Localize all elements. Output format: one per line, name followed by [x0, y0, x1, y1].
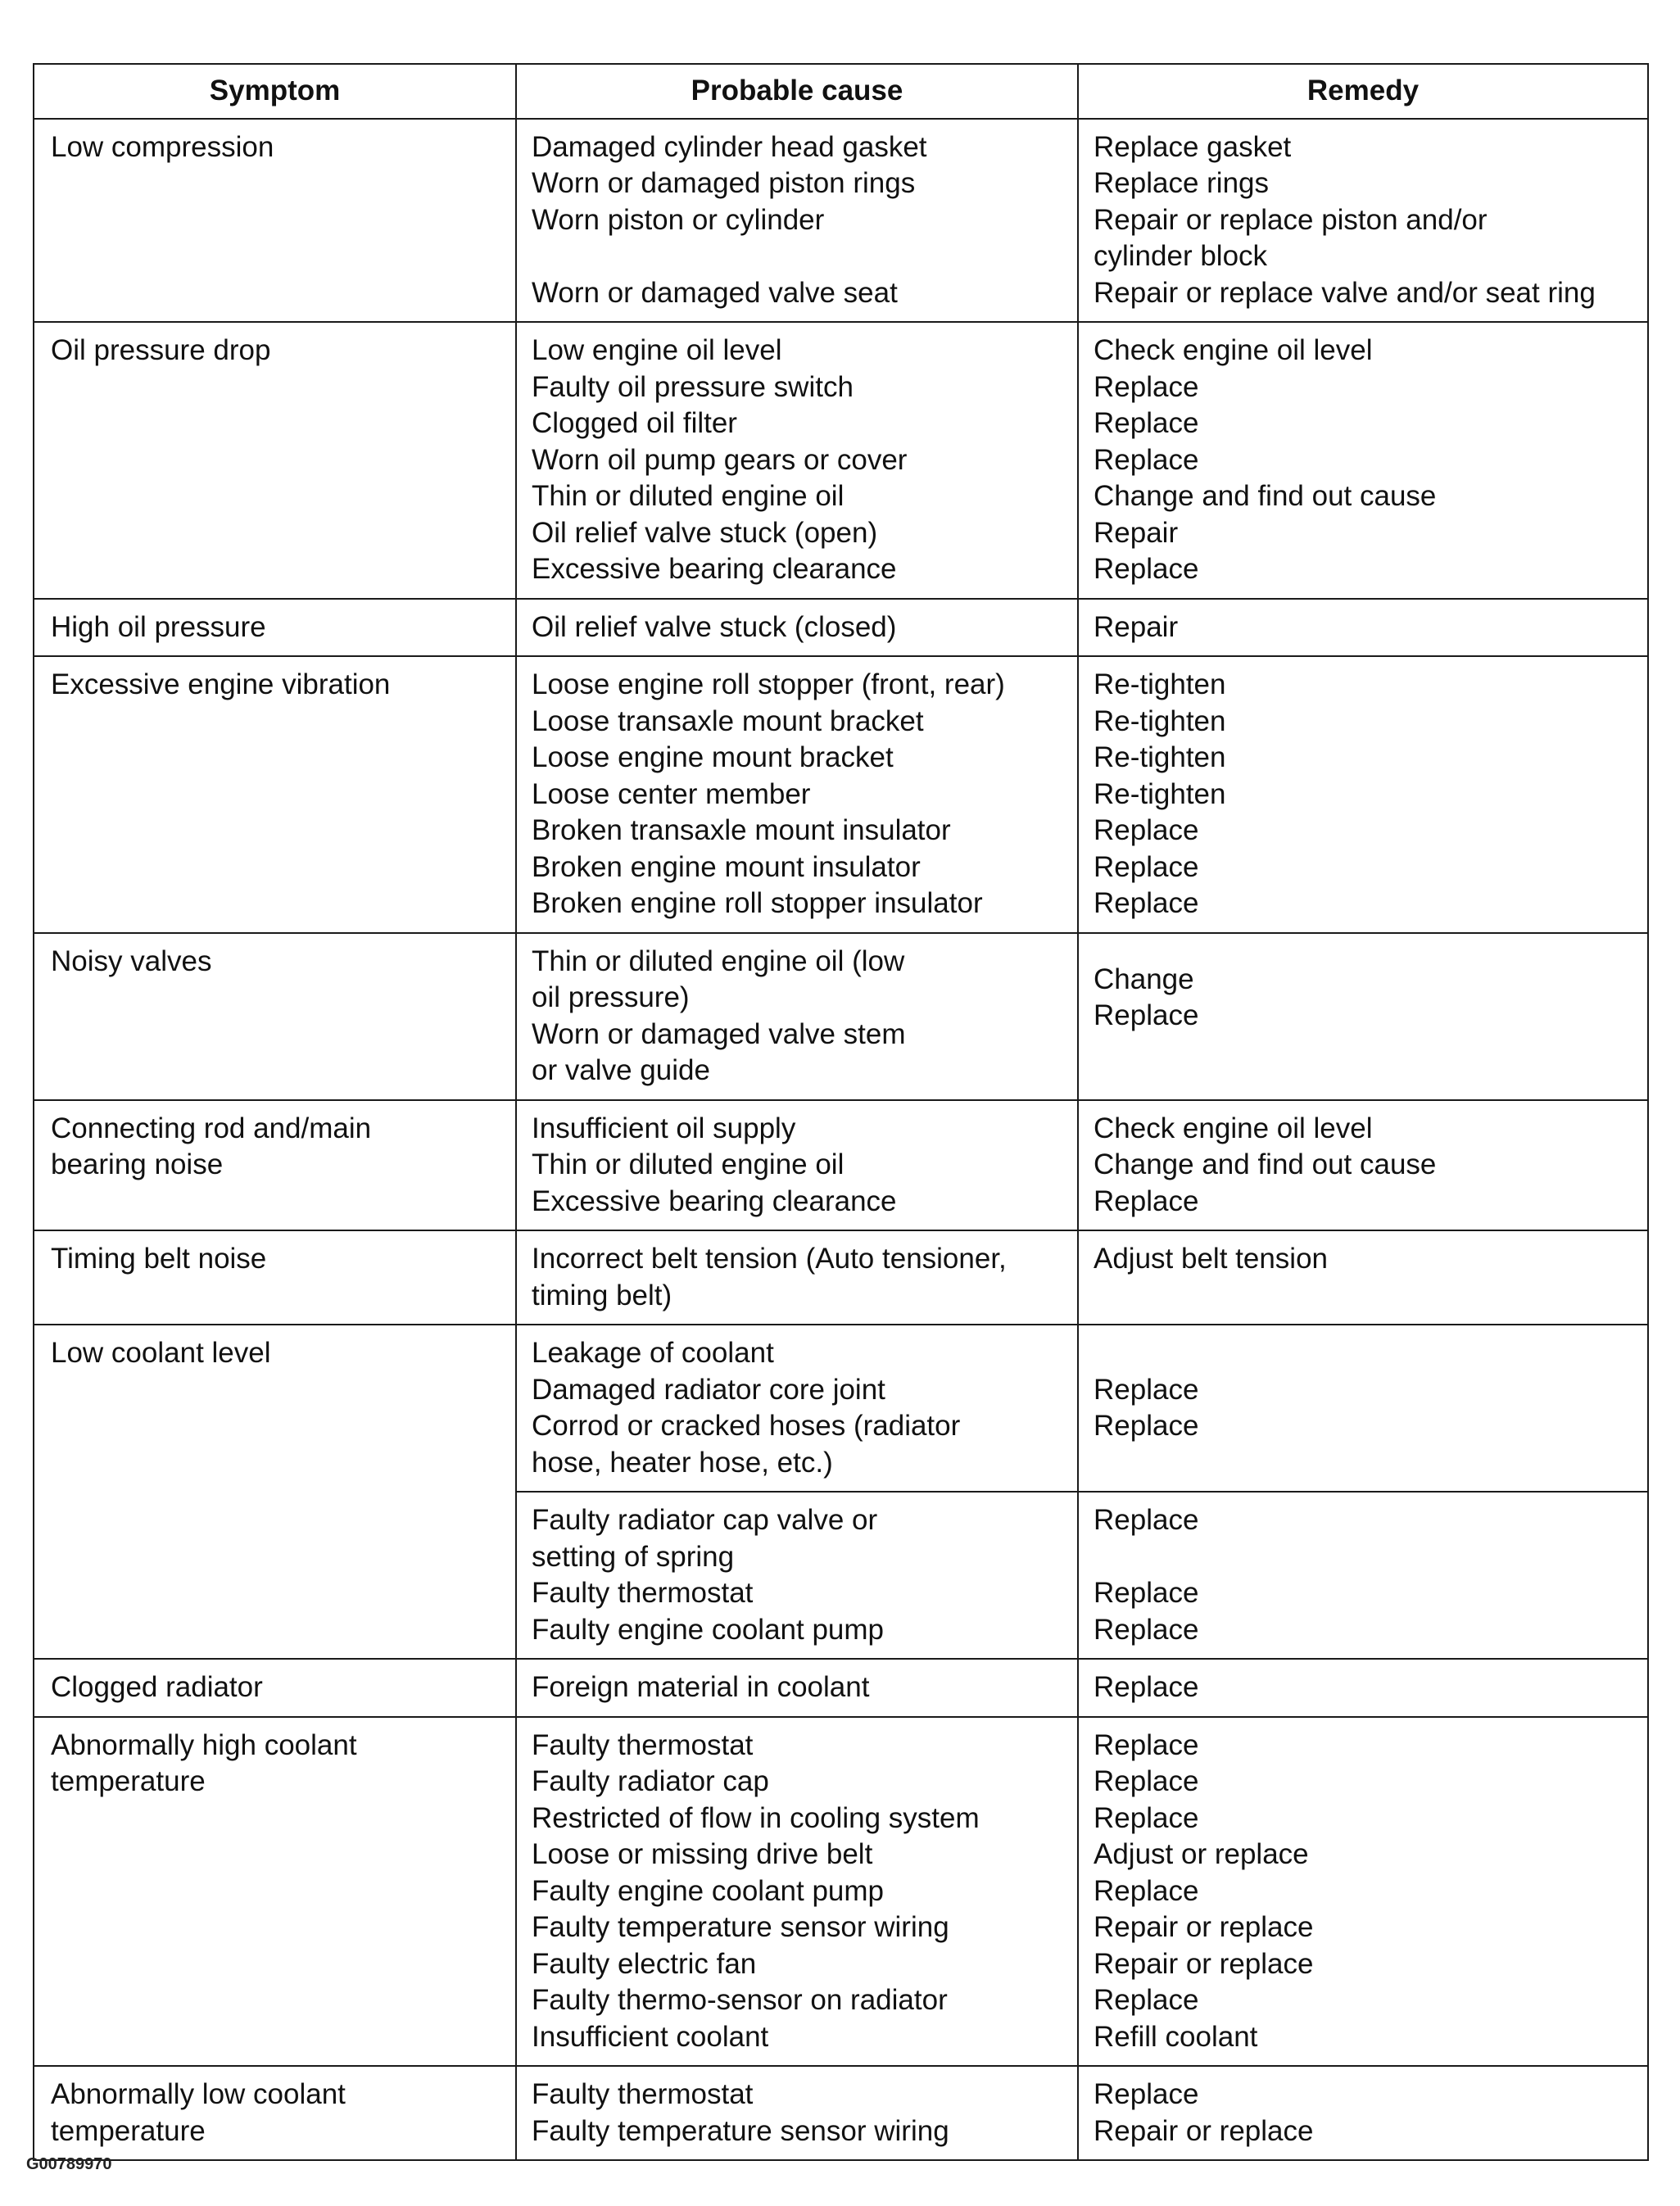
symptom-cell	[34, 1717, 516, 2067]
remedy-cell-line: Re-tighten	[1094, 777, 1226, 810]
cause-cell	[516, 1717, 1078, 2067]
cause-cell-line: Loose engine mount bracket	[532, 741, 894, 773]
remedy-cell-line: Change and find out cause	[1094, 1148, 1437, 1180]
remedy-cell-line: Replace gasket	[1094, 130, 1292, 163]
cause-cell-line: Restricted of flow in cooling system	[532, 1801, 980, 1834]
remedy-cell	[1078, 599, 1648, 657]
symptom-cell-line: Clogged radiator	[51, 1671, 263, 1703]
cause-cell-line: Worn piston or cylinder	[532, 203, 825, 236]
figure-id: G00789970	[26, 2155, 112, 2173]
cause-cell-line: Worn or damaged piston rings	[532, 167, 916, 199]
table-row	[34, 1325, 1648, 1492]
symptom-cell-line: Abnormally high coolant	[51, 1728, 357, 1761]
remedy-cell-line: Repair or replace valve and/or seat ring	[1094, 276, 1596, 309]
cause-cell-line: Oil relief valve stuck (open)	[532, 516, 878, 549]
cause-cell	[516, 1230, 1078, 1325]
table-row	[34, 2066, 1648, 2160]
symptom-cell	[34, 1100, 516, 1231]
cause-cell	[516, 322, 1078, 599]
remedy-cell-line: Replace	[1094, 370, 1199, 403]
cause-cell-line: Broken engine roll stopper insulator	[532, 887, 983, 919]
cause-cell-line: timing belt)	[532, 1279, 672, 1311]
cause-cell	[516, 656, 1078, 933]
symptom-cell-line: Oil pressure drop	[51, 334, 271, 366]
symptom-cell	[34, 1659, 516, 1717]
remedy-cell-line: Replace	[1094, 407, 1199, 439]
cause-cell-line	[532, 238, 1066, 275]
remedy-cell-line: Replace	[1094, 1765, 1199, 1797]
remedy-cell-line: Repair	[1094, 610, 1179, 643]
cause-cell-line: Insufficient coolant	[532, 2020, 769, 2053]
cause-cell	[516, 933, 1078, 1100]
remedy-cell-line: Replace	[1094, 1504, 1199, 1536]
remedy-cell-line: cylinder block	[1094, 240, 1268, 272]
symptom-cell-line: Connecting rod and/main	[51, 1112, 372, 1144]
cause-cell-line: Incorrect belt tension (Auto tensioner,	[532, 1243, 1007, 1275]
remedy-cell-line: Replace	[1094, 2078, 1199, 2110]
remedy-cell-line: Replace	[1094, 1613, 1199, 1646]
cause-cell	[516, 2066, 1078, 2160]
cause-cell-line: Faulty temperature sensor wiring	[532, 1911, 949, 1943]
cause-cell	[516, 1492, 1078, 1659]
cause-cell-line: Loose transaxle mount bracket	[532, 704, 924, 737]
cause-cell-line: Faulty temperature sensor wiring	[532, 2114, 949, 2147]
remedy-cell-line: Re-tighten	[1094, 741, 1226, 773]
remedy-cell-line: Check engine oil level	[1094, 334, 1373, 366]
cause-cell-line: Insufficient oil supply	[532, 1112, 796, 1144]
header-symptom: Symptom	[34, 64, 516, 119]
remedy-cell	[1078, 1100, 1648, 1231]
symptom-cell	[34, 599, 516, 657]
remedy-cell-line	[1094, 1335, 1636, 1372]
cause-cell-line: oil pressure)	[532, 981, 690, 1013]
symptom-cell-line: High oil pressure	[51, 610, 266, 643]
remedy-cell-line: Replace	[1094, 1373, 1199, 1406]
cause-cell	[516, 119, 1078, 323]
troubleshooting-table	[33, 63, 1649, 2161]
cause-cell	[516, 599, 1078, 657]
remedy-cell	[1078, 1325, 1648, 1492]
cause-cell-line: Oil relief valve stuck (closed)	[532, 610, 897, 643]
remedy-cell-line	[1094, 1539, 1636, 1576]
cause-cell-line: hose, heater hose, etc.)	[532, 1446, 833, 1479]
symptom-cell	[34, 322, 516, 599]
remedy-cell-line: Replace	[1094, 850, 1199, 883]
remedy-cell-line: Replace	[1094, 887, 1199, 919]
cause-cell-line: Corrod or cracked hoses (radiator	[532, 1410, 961, 1442]
table-header-row	[34, 64, 1648, 119]
symptom-cell	[34, 656, 516, 933]
remedy-cell-line: Replace	[1094, 814, 1199, 846]
table-row	[34, 1100, 1648, 1231]
cause-cell-line: Worn oil pump gears or cover	[532, 443, 908, 476]
cause-cell	[516, 1100, 1078, 1231]
cause-cell-line: Damaged radiator core joint	[532, 1373, 885, 1406]
remedy-cell-line: Replace	[1094, 1874, 1199, 1907]
symptom-cell	[34, 1325, 516, 1659]
cause-cell-line: Damaged cylinder head gasket	[532, 130, 927, 163]
remedy-cell	[1078, 1659, 1648, 1717]
remedy-cell-line: Re-tighten	[1094, 668, 1226, 700]
header-probable-cause: Probable cause	[516, 64, 1078, 119]
remedy-cell	[1078, 2066, 1648, 2160]
table-row	[34, 119, 1648, 323]
header-remedy: Remedy	[1078, 64, 1648, 119]
cause-cell-line: Thin or diluted engine oil	[532, 1148, 845, 1180]
table-row	[34, 1230, 1648, 1325]
cause-cell-line: Loose engine roll stopper (front, rear)	[532, 668, 1005, 700]
remedy-cell-line: Re-tighten	[1094, 704, 1226, 737]
table-row	[34, 322, 1648, 599]
remedy-cell-line: Replace	[1094, 1410, 1199, 1442]
table-body	[34, 119, 1648, 2161]
remedy-cell-line: Replace	[1094, 1577, 1199, 1609]
cause-cell-line: Faulty thermo-sensor on radiator	[532, 1984, 948, 2016]
table-row	[34, 599, 1648, 657]
remedy-cell	[1078, 322, 1648, 599]
remedy-cell-line: Check engine oil level	[1094, 1112, 1373, 1144]
cause-cell-line: Loose center member	[532, 777, 811, 810]
cause-cell-line: Foreign material in coolant	[532, 1671, 870, 1703]
remedy-cell-line: Change and find out cause	[1094, 480, 1437, 512]
cause-cell-line: Low engine oil level	[532, 334, 782, 366]
symptom-cell-line: Low compression	[51, 130, 274, 163]
symptom-cell-line: Timing belt noise	[51, 1243, 267, 1275]
remedy-cell-line: Refill coolant	[1094, 2020, 1258, 2053]
cause-cell-line: Worn or damaged valve seat	[532, 276, 898, 309]
cause-cell-line: Excessive bearing clearance	[532, 1185, 897, 1217]
cause-cell-line: setting of spring	[532, 1540, 735, 1573]
cause-cell-line: Faulty thermostat	[532, 1577, 754, 1609]
table-row	[34, 1717, 1648, 2067]
cause-cell-line: Clogged oil filter	[532, 407, 737, 439]
cause-cell-line: Faulty electric fan	[532, 1947, 757, 1980]
remedy-cell-line: Replace	[1094, 1185, 1199, 1217]
cause-cell-line: Faulty engine coolant pump	[532, 1613, 884, 1646]
remedy-cell-line: Repair	[1094, 516, 1179, 549]
cause-cell-line: Faulty radiator cap	[532, 1765, 769, 1797]
symptom-cell-line: Low coolant level	[51, 1337, 271, 1369]
symptom-cell-line: temperature	[51, 2114, 206, 2147]
remedy-cell-line: Adjust belt tension	[1094, 1243, 1329, 1275]
cause-cell-line: Worn or damaged valve stem	[532, 1017, 906, 1050]
symptom-cell	[34, 2066, 516, 2160]
symptom-cell	[34, 119, 516, 323]
remedy-cell-line: Replace	[1094, 1984, 1199, 2016]
cause-cell-line: or valve guide	[532, 1054, 710, 1086]
symptom-cell	[34, 1230, 516, 1325]
cause-cell-line: Faulty oil pressure switch	[532, 370, 854, 403]
symptom-cell-line: Noisy valves	[51, 944, 212, 977]
cause-cell-line: Excessive bearing clearance	[532, 553, 897, 585]
cause-cell-line: Thin or diluted engine oil (low	[532, 944, 905, 977]
remedy-cell-line: Replace	[1094, 999, 1199, 1031]
remedy-cell-line: Replace	[1094, 443, 1199, 476]
remedy-cell-line: Repair or replace	[1094, 1911, 1314, 1943]
table-row	[34, 656, 1648, 933]
remedy-cell-line: Replace	[1094, 553, 1199, 585]
symptom-cell-line: bearing noise	[51, 1148, 224, 1180]
cause-cell-line: Faulty radiator cap valve or	[532, 1504, 878, 1536]
cause-cell-line: Loose or missing drive belt	[532, 1838, 873, 1870]
remedy-cell	[1078, 119, 1648, 323]
remedy-cell	[1078, 1230, 1648, 1325]
remedy-cell-line: Replace	[1094, 1671, 1199, 1703]
remedy-cell	[1078, 933, 1648, 1100]
symptom-cell-line: Excessive engine vibration	[51, 668, 391, 700]
cause-cell-line: Thin or diluted engine oil	[532, 480, 845, 512]
remedy-cell-line: Repair or replace piston and/or	[1094, 203, 1488, 236]
cause-cell	[516, 1659, 1078, 1717]
table-row	[34, 933, 1648, 1100]
remedy-cell	[1078, 656, 1648, 933]
symptom-cell	[34, 933, 516, 1100]
symptom-cell-line: Abnormally low coolant	[51, 2078, 346, 2110]
cause-cell-line: Faulty engine coolant pump	[532, 1874, 884, 1907]
remedy-cell-line: Repair or replace	[1094, 1947, 1314, 1980]
remedy-cell-line: Change	[1094, 963, 1194, 995]
remedy-cell-line: Replace	[1094, 1801, 1199, 1834]
remedy-cell-line: Replace	[1094, 1728, 1199, 1761]
cause-cell-line: Broken transaxle mount insulator	[532, 814, 951, 846]
cause-cell-line: Faulty thermostat	[532, 2078, 754, 2110]
remedy-cell	[1078, 1492, 1648, 1659]
cause-cell	[516, 1325, 1078, 1492]
remedy-cell	[1078, 1717, 1648, 2067]
symptom-cell-line: temperature	[51, 1765, 206, 1797]
cause-cell-line: Faulty thermostat	[532, 1728, 754, 1761]
remedy-cell-line: Replace rings	[1094, 167, 1269, 199]
remedy-cell-line: Repair or replace	[1094, 2114, 1314, 2147]
table-row	[34, 1659, 1648, 1717]
cause-cell-line: Broken engine mount insulator	[532, 850, 921, 883]
cause-cell-line: Leakage of coolant	[532, 1337, 774, 1369]
remedy-cell-line: Adjust or replace	[1094, 1838, 1309, 1870]
